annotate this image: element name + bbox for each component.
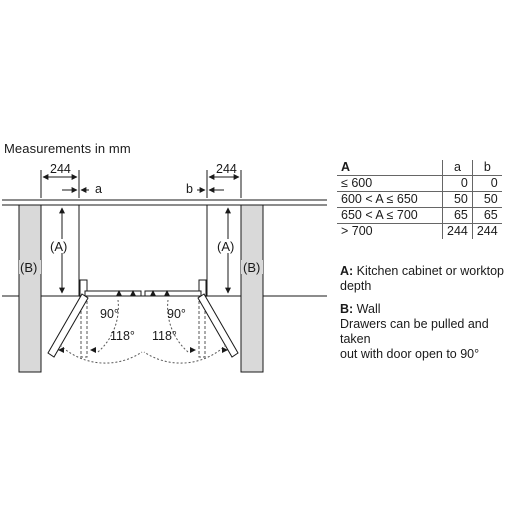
arrow-marker-7 [90,347,96,353]
table-header-a: a [443,160,473,176]
table-header-b: b [472,160,501,176]
measurements-title: Measurements in mm [4,141,131,156]
legend-note-line2: out with door open to 90° [340,347,480,361]
angle-90-right: 90° [167,307,186,321]
table-header-row [337,160,502,176]
right-arc-118 [144,345,226,363]
gap-label-b: b [186,182,193,196]
label-B-left: (B) [20,260,38,275]
table-cell-a: 244 [443,224,473,240]
table-row [337,208,502,224]
table-row [337,192,502,208]
legend-A-key: A: [340,264,354,278]
legend-note-line1: Drawers can be pulled and taken [340,317,489,346]
legend-B-text: Wall [353,302,381,316]
angle-118-left: 118° [110,329,135,343]
table-cell-a: 0 [443,176,473,192]
legend-A [340,264,520,294]
dim-label-right-244: 244 [216,162,237,176]
angle-118-right: 118° [152,329,177,343]
table-cell-b: 50 [472,192,501,208]
angle-90-left: 90° [100,307,119,321]
table-cell-a: 50 [443,192,473,208]
label-A-right: (A) [217,239,235,254]
legend-A-text: Kitchen cabinet or worktop [353,264,504,278]
legend-B [340,302,520,362]
table-cell-range: > 700 [337,224,443,240]
table-cell-range: 600 < A ≤ 650 [337,192,443,208]
dim-label-left-244: 244 [50,162,71,176]
left-arc-118 [60,345,142,363]
table-header-A: A [341,160,351,174]
arrow-marker-8 [190,347,196,353]
table-cell-a: 65 [443,208,473,224]
table-cell-b: 244 [472,224,501,240]
left-wall [19,205,41,372]
table-cell-range: 650 < A ≤ 700 [337,208,443,224]
legend-A-text-line2: depth [340,279,372,293]
label-B-right: (B) [243,260,261,275]
right-wall [241,205,263,372]
table-cell-b: 0 [472,176,501,192]
legend-B-key: B: [340,302,354,316]
right-door-open [198,294,238,357]
label-A-left: (A) [50,239,68,254]
table-row [337,224,502,240]
gap-table [337,160,502,239]
left-door-open [48,294,88,357]
table-cell-b: 65 [472,208,501,224]
gap-label-a: a [95,182,102,196]
table-cell-range: ≤ 600 [337,176,443,192]
table-row [337,176,502,192]
